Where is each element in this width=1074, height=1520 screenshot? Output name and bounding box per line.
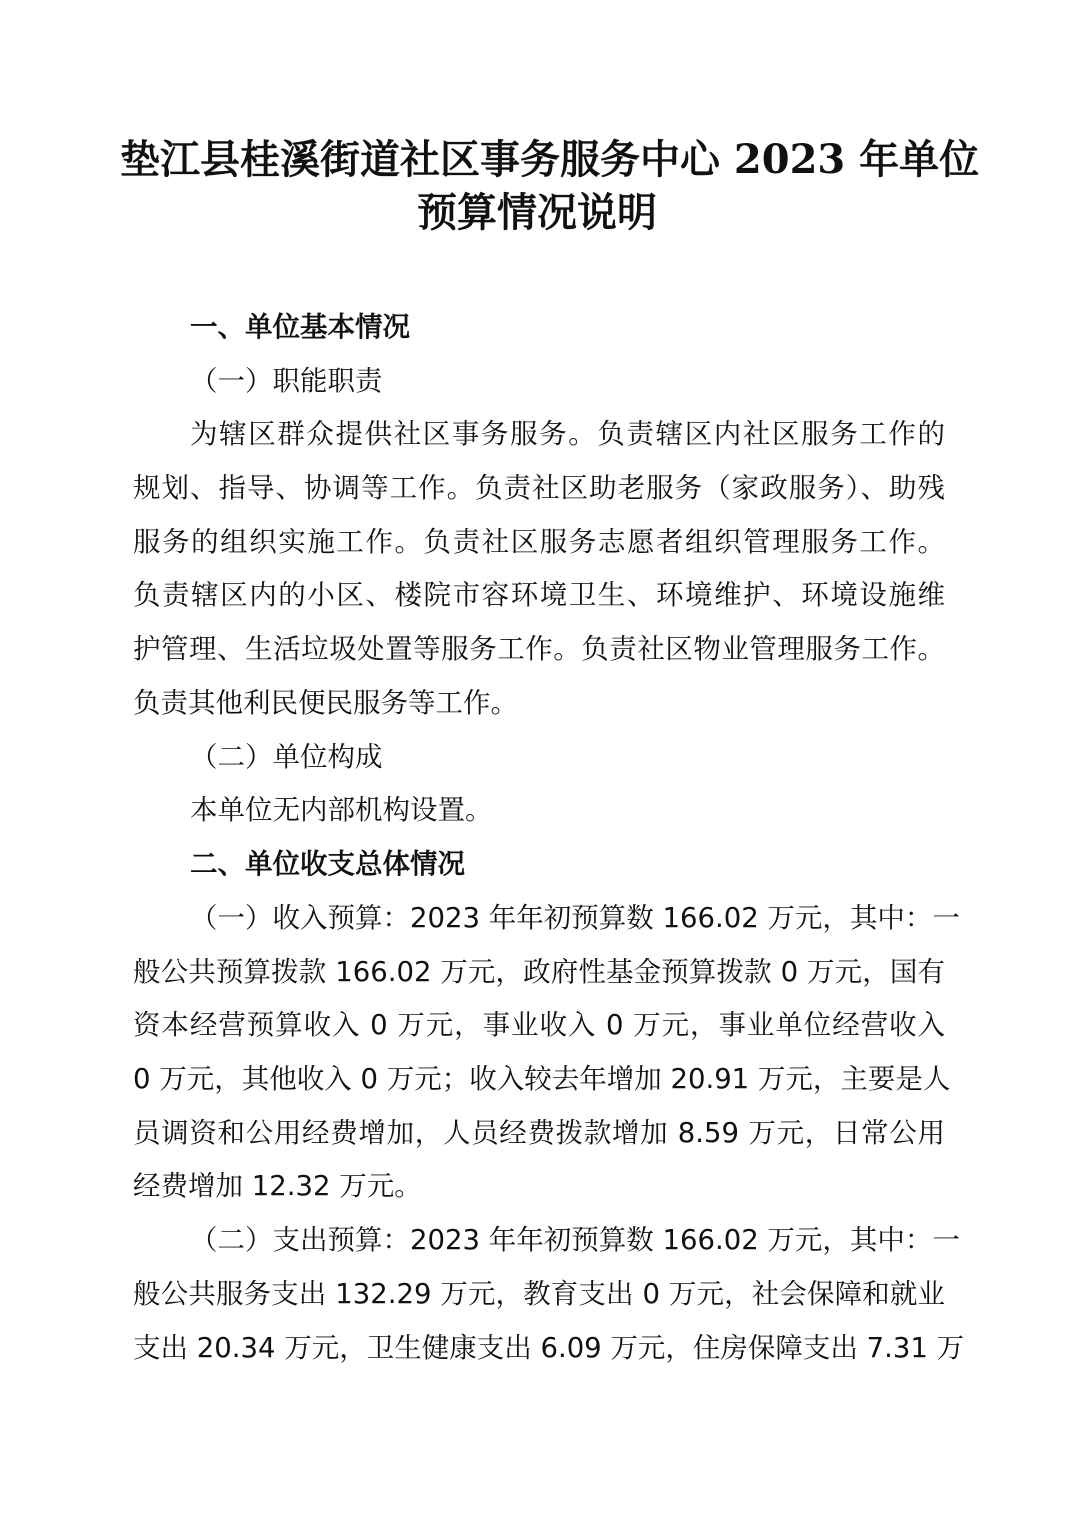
paragraph-line: 服务的组织实施工作。负责社区服务志愿者组织管理服务工作。: [133, 526, 945, 558]
paragraph-line: 员调资和公用经费增加，人员经费拨款增加 8.59 万元，日常公用: [133, 1117, 945, 1149]
paragraph-line: 为辖区群众提供社区事务服务。负责辖区内社区服务工作的: [190, 418, 945, 450]
paragraph-line: 资本经营预算收入 0 万元，事业收入 0 万元，事业单位经营收入: [133, 1009, 945, 1041]
paragraph-line: 支出 20.34 万元，卫生健康支出 6.09 万元，住房保障支出 7.31 万: [133, 1332, 965, 1364]
section-heading-basic-info: 一、单位基本情况: [190, 311, 410, 343]
document-title-line-1: 垫江县桂溪街道社区事务服务中心 2023 年单位: [120, 136, 980, 183]
paragraph-line: 护管理、生活垃圾处置等服务工作。负责社区物业管理服务工作。: [133, 633, 945, 665]
paragraph-line: 0 万元，其他收入 0 万元；收入较去年增加 20.91 万元，主要是人: [133, 1063, 951, 1095]
paragraph-line: （一）收入预算：2023 年年初预算数 166.02 万元，其中：一: [190, 902, 960, 934]
paragraph-line: （二）支出预算：2023 年年初预算数 166.02 万元，其中：一: [190, 1224, 960, 1256]
subsection-heading-composition: （二）单位构成: [190, 741, 383, 773]
paragraph-line: 经费增加 12.32 万元。: [133, 1170, 422, 1202]
paragraph-line: 般公共服务支出 132.29 万元，教育支出 0 万元，社会保障和就业: [133, 1278, 945, 1310]
paragraph-line: 负责辖区内的小区、楼院市容环境卫生、环境维护、环境设施维: [133, 579, 945, 611]
paragraph-line: 规划、指导、协调等工作。负责社区助老服务（家政服务）、助残: [133, 472, 945, 504]
paragraph-line: 般公共预算拨款 166.02 万元，政府性基金预算拨款 0 万元，国有: [133, 956, 945, 988]
paragraph-line: 本单位无内部机构设置。: [190, 794, 493, 826]
paragraph-line: 负责其他利民便民服务等工作。: [133, 687, 518, 719]
subsection-heading-duties: （一）职能职责: [190, 365, 383, 397]
section-heading-income-expenditure: 二、单位收支总体情况: [190, 848, 465, 880]
document-title-line-2: 预算情况说明: [417, 189, 657, 236]
